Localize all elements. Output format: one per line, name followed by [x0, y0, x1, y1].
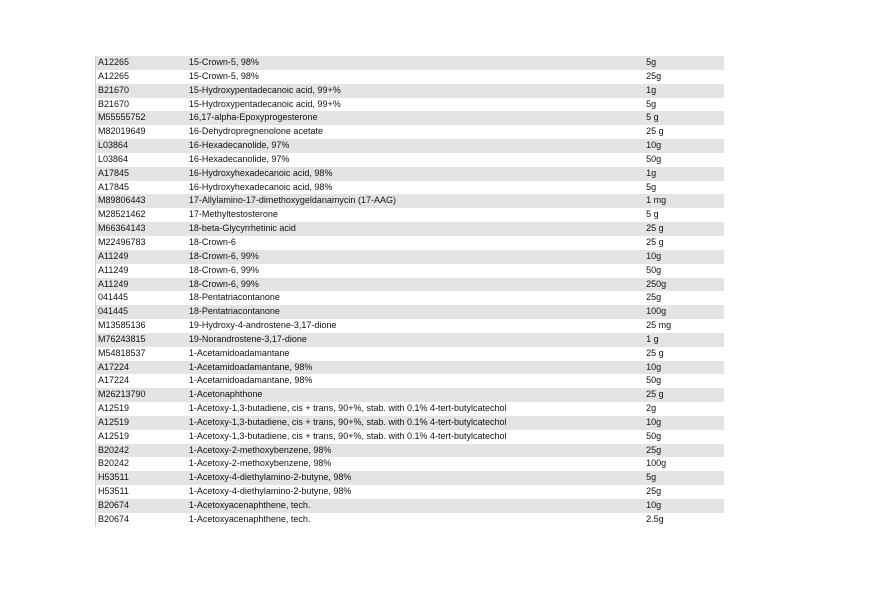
table-row [95, 513, 724, 527]
product-name-cell: 16-Hexadecanolide, 97% [188, 140, 290, 151]
quantity-cell: 5g [646, 472, 657, 483]
product-code-cell: A12519 [98, 403, 130, 414]
quantity-cell: 10g [646, 416, 662, 427]
product-code-cell: M13585136 [98, 320, 146, 331]
product-name-cell: 18-Crown-6, 99% [188, 264, 259, 275]
product-code-cell: A12265 [98, 70, 130, 81]
table-row [95, 139, 724, 153]
table-row [95, 84, 724, 98]
table-row [95, 485, 724, 499]
quantity-cell: 5g [646, 57, 657, 67]
table-row [95, 457, 724, 471]
quantity-cell: 25g [646, 292, 662, 303]
quantity-cell: 5 g [646, 112, 659, 123]
product-name-cell: 1-Acetoxy-2-methoxybenzene, 98% [188, 458, 332, 469]
product-code-cell: A17224 [98, 375, 130, 386]
table-row [95, 250, 724, 264]
table-row [95, 167, 724, 181]
quantity-cell: 25 g [646, 236, 664, 247]
product-name-cell: 16,17-alpha-Epoxyprogesterone [188, 112, 318, 123]
table-row [95, 111, 724, 125]
table-row [95, 347, 724, 361]
product-name-cell: 1-Acetoxy-4-diethylamino-2-butyne, 98% [188, 472, 352, 483]
product-name-cell: 1-Acetamidoadamantane [188, 347, 290, 358]
table-row [95, 430, 724, 444]
product-code-cell: L03864 [98, 153, 129, 164]
product-code-cell: A12265 [98, 57, 130, 67]
product-name-cell: 15-Crown-5, 98% [188, 70, 259, 81]
product-name-cell: 19-Hydroxy-4-androstene-3,17-dione [188, 320, 337, 331]
product-name-cell: 15-Crown-5, 98% [188, 57, 259, 67]
quantity-cell: 5g [646, 181, 657, 192]
table-row [95, 361, 724, 375]
product-code-cell: M66364143 [98, 223, 146, 234]
product-name-cell: 1-Acetoxy-1,3-butadiene, cis + trans, 90+%, stab. with 0.1% 4-tert-butylcatechol [188, 430, 507, 441]
product-code-cell: B20242 [98, 458, 130, 469]
product-name-cell: 1-Acetamidoadamantane, 98% [188, 361, 313, 372]
product-code-cell: M55555752 [98, 112, 146, 123]
quantity-cell: 25 mg [646, 320, 672, 331]
product-code-cell: L03864 [98, 140, 129, 151]
product-name-cell: 18-Crown-6, 99% [188, 278, 259, 289]
quantity-cell: 10g [646, 500, 662, 510]
table-row [95, 56, 724, 70]
quantity-cell: 25g [646, 444, 662, 455]
quantity-cell: 1 g [646, 333, 659, 344]
quantity-cell: 25 g [646, 126, 664, 137]
product-code-cell: A12519 [98, 430, 130, 441]
table-row [95, 194, 724, 208]
quantity-cell: 25g [646, 486, 662, 497]
product-code-cell: A11249 [98, 278, 129, 289]
quantity-cell: 100g [646, 306, 667, 317]
table-row [95, 416, 724, 430]
product-name-cell: 19-Norandrostene-3,17-dione [188, 333, 307, 344]
table-row [95, 291, 724, 305]
product-code-cell: H53511 [98, 486, 129, 497]
quantity-cell: 25g [646, 70, 662, 81]
product-code-cell: B21670 [98, 98, 130, 109]
quantity-cell: 5 g [646, 209, 659, 220]
product-name-cell: 17-Allylamino-17-dimethoxygeldanamycin (17-AAG) [188, 195, 396, 206]
quantity-cell: 10g [646, 140, 662, 151]
quantity-cell: 100g [646, 458, 667, 469]
quantity-cell: 1g [646, 167, 657, 178]
table-row [95, 153, 724, 167]
product-name-cell: 1-Acetoxy-1,3-butadiene, cis + trans, 90+%, stab. with 0.1% 4-tert-butylcatechol [188, 416, 507, 427]
table-row [95, 125, 724, 139]
product-name-cell: 16-Hydroxyhexadecanoic acid, 98% [188, 181, 333, 192]
product-name-cell: 1-Acetonaphthone [188, 389, 263, 400]
table-row [95, 264, 724, 278]
product-code-cell: B20242 [98, 444, 130, 455]
product-name-cell: 1-Acetoxyacenaphthene, tech. [188, 513, 311, 524]
quantity-cell: 50g [646, 375, 662, 386]
table-row [95, 98, 724, 112]
product-code-cell: A11249 [98, 250, 129, 261]
product-name-cell: 18-beta-Glycyrrhetinic acid [188, 223, 296, 234]
table-row [95, 499, 724, 513]
table-row [95, 278, 724, 292]
quantity-cell: 2g [646, 403, 657, 414]
table-row [95, 181, 724, 195]
product-code-cell: M76243815 [98, 333, 146, 344]
product-code-cell: 041445 [98, 292, 129, 303]
product-name-cell: 18-Pentatriacontanone [188, 292, 280, 303]
table-row [95, 70, 724, 84]
table-row [95, 305, 724, 319]
product-name-cell: 16-Dehydropregnenolone acetate [188, 126, 323, 137]
product-code-cell: A17845 [98, 167, 130, 178]
table-row [95, 222, 724, 236]
product-name-cell: 16-Hydroxyhexadecanoic acid, 98% [188, 167, 333, 178]
product-code-cell: M54818537 [98, 347, 146, 358]
product-code-cell: M82019649 [98, 126, 146, 137]
table-row [95, 388, 724, 402]
product-code-cell: M89806443 [98, 195, 146, 206]
product-name-cell: 15-Hydroxypentadecanoic acid, 99+% [188, 84, 341, 95]
table-row [95, 319, 724, 333]
product-name-cell: 1-Acetoxy-2-methoxybenzene, 98% [188, 444, 332, 455]
quantity-cell: 1 mg [646, 195, 667, 206]
product-code-cell: H53511 [98, 472, 129, 483]
quantity-cell: 25 g [646, 223, 664, 234]
product-code-cell: A17224 [98, 361, 130, 372]
product-name-cell: 18-Pentatriacontanone [188, 306, 280, 317]
table-row [95, 333, 724, 347]
product-name-cell: 1-Acetoxy-1,3-butadiene, cis + trans, 90+%, stab. with 0.1% 4-tert-butylcatechol [188, 403, 507, 414]
quantity-cell: 50g [646, 153, 662, 164]
quantity-cell: 10g [646, 250, 662, 261]
product-code-cell: B21670 [98, 84, 130, 95]
quantity-cell: 250g [646, 278, 667, 289]
product-code-cell: B20674 [98, 513, 130, 524]
product-name-cell: 1-Acetoxyacenaphthene, tech. [188, 500, 311, 510]
product-name-cell: 1-Acetoxy-4-diethylamino-2-butyne, 98% [188, 486, 352, 497]
product-code-cell: A12519 [98, 416, 130, 427]
quantity-cell: 2.5g [646, 513, 664, 524]
quantity-cell: 5g [646, 98, 657, 109]
product-code-cell: M26213790 [98, 389, 146, 400]
product-code-cell: M22496783 [98, 236, 146, 247]
table-row [95, 402, 724, 416]
product-name-cell: 18-Crown-6, 99% [188, 250, 259, 261]
product-code-cell: M28521462 [98, 209, 146, 220]
product-table [95, 56, 724, 527]
product-name-cell: 1-Acetamidoadamantane, 98% [188, 375, 313, 386]
product-code-cell: 041445 [98, 306, 129, 317]
product-code-cell: A17845 [98, 181, 130, 192]
product-code-cell: B20674 [98, 500, 130, 510]
product-name-cell: 16-Hexadecanolide, 97% [188, 153, 290, 164]
product-name-cell: 18-Crown-6 [188, 236, 236, 247]
product-name-cell: 15-Hydroxypentadecanoic acid, 99+% [188, 98, 341, 109]
table-row [95, 444, 724, 458]
product-code-cell: A11249 [98, 264, 129, 275]
quantity-cell: 50g [646, 430, 662, 441]
table-row [95, 471, 724, 485]
quantity-cell: 25 g [646, 389, 664, 400]
quantity-cell: 25 g [646, 347, 664, 358]
table-row [95, 208, 724, 222]
table-row [95, 236, 724, 250]
quantity-cell: 50g [646, 264, 662, 275]
quantity-cell: 1g [646, 84, 657, 95]
table-row [95, 374, 724, 388]
product-name-cell: 17-Methyltestosterone [188, 209, 278, 220]
quantity-cell: 10g [646, 361, 662, 372]
